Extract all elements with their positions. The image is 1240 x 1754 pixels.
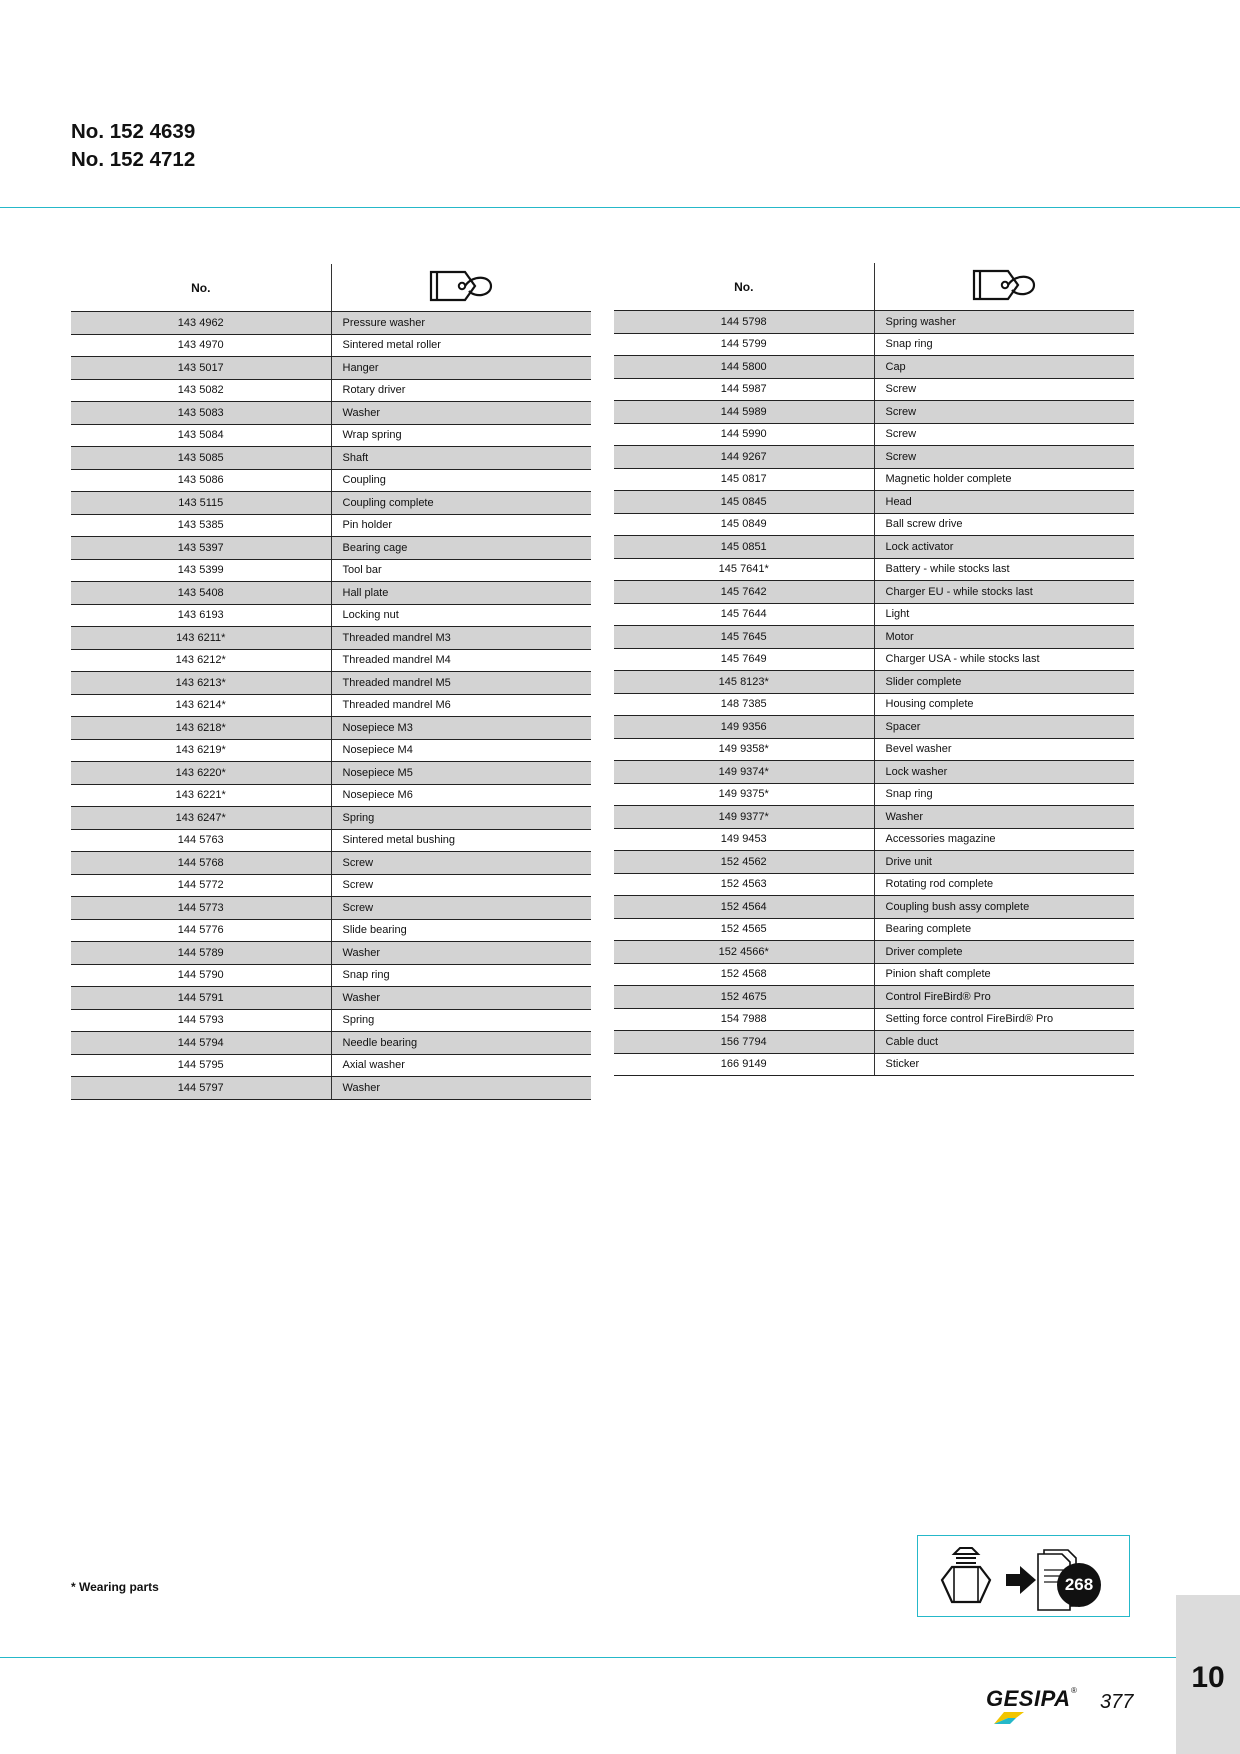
part-description: Slider complete: [874, 671, 1134, 694]
part-number: 144 9267: [614, 446, 874, 469]
part-number: 143 5017: [71, 357, 331, 380]
part-number: 156 7794: [614, 1031, 874, 1054]
chapter-number: 10: [1191, 1661, 1225, 1694]
table-header-row: [614, 263, 1134, 311]
table-row: [71, 829, 591, 852]
part-number: 144 5990: [614, 423, 874, 446]
part-description: Snap ring: [874, 783, 1134, 806]
table-row: [614, 986, 1134, 1009]
header-divider: [0, 207, 1240, 208]
part-description: Threaded mandrel M4: [331, 649, 591, 672]
part-description: Spring: [331, 1009, 591, 1032]
part-description: Axial washer: [331, 1054, 591, 1077]
part-description: Nosepiece M4: [331, 739, 591, 762]
part-description: Sintered metal roller: [331, 334, 591, 357]
part-number: 143 5086: [71, 469, 331, 492]
part-description: Magnetic holder complete: [874, 468, 1134, 491]
part-description: Setting force control FireBird® Pro: [874, 1008, 1134, 1031]
table-row: [614, 603, 1134, 626]
table-row: [614, 626, 1134, 649]
part-number: 143 6193: [71, 604, 331, 627]
table-row: [614, 378, 1134, 401]
part-description: Screw: [331, 852, 591, 875]
part-number: 145 0817: [614, 468, 874, 491]
part-number: 152 4564: [614, 896, 874, 919]
part-description: Battery - while stocks last: [874, 558, 1134, 581]
table-row: [614, 446, 1134, 469]
part-number: 143 5084: [71, 424, 331, 447]
column-header-description: [874, 263, 1134, 311]
table-row: [614, 401, 1134, 424]
part-description: Snap ring: [331, 964, 591, 987]
table-row: [71, 649, 591, 672]
part-description: Coupling: [331, 469, 591, 492]
table-row: [71, 604, 591, 627]
footer-divider: [0, 1657, 1176, 1658]
part-number: 144 5776: [71, 919, 331, 942]
part-description: Coupling complete: [331, 492, 591, 515]
part-number: 144 5794: [71, 1032, 331, 1055]
part-description: Spacer: [874, 716, 1134, 739]
part-number: 145 0849: [614, 513, 874, 536]
table-row: [614, 1008, 1134, 1031]
table-row: [614, 1053, 1134, 1076]
part-number: 144 5987: [614, 378, 874, 401]
part-number: 149 9377*: [614, 806, 874, 829]
table-row: [614, 311, 1134, 334]
table-row: [71, 627, 591, 650]
part-description: Screw: [874, 446, 1134, 469]
part-description: Screw: [874, 423, 1134, 446]
table-row: [71, 874, 591, 897]
part-description: Screw: [331, 897, 591, 920]
part-description: Coupling bush assy complete: [874, 896, 1134, 919]
part-number: 152 4563: [614, 873, 874, 896]
table-row: [71, 492, 591, 515]
part-number: 145 7649: [614, 648, 874, 671]
table-row: [71, 559, 591, 582]
table-row: [614, 828, 1134, 851]
part-number: 143 6211*: [71, 627, 331, 650]
table-row: [614, 491, 1134, 514]
table-row: [71, 807, 591, 830]
part-description: Bearing cage: [331, 537, 591, 560]
table-row: [71, 919, 591, 942]
table-row: [614, 1031, 1134, 1054]
part-number: 143 5083: [71, 402, 331, 425]
table-row: [614, 851, 1134, 874]
page-number: 377: [1100, 1691, 1134, 1713]
part-number: 143 6220*: [71, 762, 331, 785]
table-row: [614, 356, 1134, 379]
part-description: Charger USA - while stocks last: [874, 648, 1134, 671]
parts-table-left: [71, 264, 591, 1100]
part-number: 144 5772: [71, 874, 331, 897]
part-number: 143 5115: [71, 492, 331, 515]
table-row: [614, 761, 1134, 784]
part-number: 152 4675: [614, 986, 874, 1009]
part-number: 145 8123*: [614, 671, 874, 694]
part-number: 143 6218*: [71, 717, 331, 740]
part-description: Cable duct: [874, 1031, 1134, 1054]
table-row: [614, 738, 1134, 761]
part-number: 143 5408: [71, 582, 331, 605]
price-tag-icon: [429, 270, 493, 305]
part-description: Needle bearing: [331, 1032, 591, 1055]
part-number: 144 5798: [614, 311, 874, 334]
logo-swoosh-icon: [994, 1712, 1024, 1724]
part-number: 149 9358*: [614, 738, 874, 761]
parts-table-right: [614, 263, 1134, 1076]
part-description: Rotary driver: [331, 379, 591, 402]
part-description: Spring: [331, 807, 591, 830]
part-number: 143 5399: [71, 559, 331, 582]
table-row: [614, 581, 1134, 604]
table-row: [614, 536, 1134, 559]
table-row: [614, 716, 1134, 739]
part-number: 149 9375*: [614, 783, 874, 806]
table-row: [614, 783, 1134, 806]
part-number: 143 4970: [71, 334, 331, 357]
part-number: 143 6213*: [71, 672, 331, 695]
page-ref-number[interactable]: 268: [1064, 1575, 1094, 1594]
part-number: 143 6221*: [71, 784, 331, 807]
part-description: Bevel washer: [874, 738, 1134, 761]
part-description: Shaft: [331, 447, 591, 470]
table-row: [71, 1009, 591, 1032]
logo-registered-mark: ®: [1071, 1686, 1077, 1695]
table-row: [71, 447, 591, 470]
part-description: Tool bar: [331, 559, 591, 582]
table-row: [71, 424, 591, 447]
part-number: 143 6214*: [71, 694, 331, 717]
part-description: Washer: [331, 1077, 591, 1100]
part-description: Threaded mandrel M6: [331, 694, 591, 717]
part-number: 143 5082: [71, 379, 331, 402]
column-header-description: [331, 264, 591, 312]
table-row: [614, 333, 1134, 356]
part-number: 149 9356: [614, 716, 874, 739]
part-description: Motor: [874, 626, 1134, 649]
part-number: 144 5793: [71, 1009, 331, 1032]
part-number: 144 5989: [614, 401, 874, 424]
part-description: Washer: [331, 402, 591, 425]
part-number: 148 7385: [614, 693, 874, 716]
part-number: 149 9453: [614, 828, 874, 851]
table-header-row: [71, 264, 591, 312]
part-description: Bearing complete: [874, 918, 1134, 941]
part-description: Hanger: [331, 357, 591, 380]
part-description: Accessories magazine: [874, 828, 1134, 851]
part-number: 144 5799: [614, 333, 874, 356]
table-row: [71, 852, 591, 875]
part-description: Driver complete: [874, 941, 1134, 964]
part-number: 145 7645: [614, 626, 874, 649]
table-row: [614, 873, 1134, 896]
part-description: Nosepiece M3: [331, 717, 591, 740]
table-row: [614, 941, 1134, 964]
table-row: [614, 963, 1134, 986]
table-row: [71, 514, 591, 537]
table-row: [71, 582, 591, 605]
part-description: Rotating rod complete: [874, 873, 1134, 896]
header-line-2: No. 152 4712: [71, 148, 196, 171]
part-number: 144 5768: [71, 852, 331, 875]
part-description: Light: [874, 603, 1134, 626]
part-description: Lock washer: [874, 761, 1134, 784]
table-row: [614, 648, 1134, 671]
part-description: Housing complete: [874, 693, 1134, 716]
table-row: [614, 918, 1134, 941]
table-row: [614, 806, 1134, 829]
part-number: 143 6247*: [71, 807, 331, 830]
part-description: Control FireBird® Pro: [874, 986, 1134, 1009]
table-row: [71, 762, 591, 785]
part-description: Snap ring: [874, 333, 1134, 356]
part-description: Head: [874, 491, 1134, 514]
part-description: Cap: [874, 356, 1134, 379]
nut-icon: [942, 1548, 990, 1602]
part-description: Washer: [331, 987, 591, 1010]
table-row: [71, 402, 591, 425]
table-row: [71, 312, 591, 335]
table-row: [614, 423, 1134, 446]
part-description: Hall plate: [331, 582, 591, 605]
part-description: Lock activator: [874, 536, 1134, 559]
table-row: [71, 357, 591, 380]
table-row: [71, 987, 591, 1010]
table-row: [71, 964, 591, 987]
part-number: 145 7641*: [614, 558, 874, 581]
part-number: 145 7642: [614, 581, 874, 604]
part-description: Threaded mandrel M5: [331, 672, 591, 695]
part-description: Locking nut: [331, 604, 591, 627]
part-number: 144 5795: [71, 1054, 331, 1077]
part-number: 143 5385: [71, 514, 331, 537]
table-row: [71, 784, 591, 807]
part-number: 152 4562: [614, 851, 874, 874]
table-row: [71, 717, 591, 740]
table-row: [71, 1077, 591, 1100]
part-description: Charger EU - while stocks last: [874, 581, 1134, 604]
table-row: [71, 739, 591, 762]
header-line-1: No. 152 4639: [71, 120, 196, 143]
table-row: [614, 468, 1134, 491]
part-description: Spring washer: [874, 311, 1134, 334]
part-description: Threaded mandrel M3: [331, 627, 591, 650]
arrow-right-icon: [1006, 1566, 1036, 1594]
part-number: 144 5790: [71, 964, 331, 987]
part-description: Washer: [874, 806, 1134, 829]
part-description: Ball screw drive: [874, 513, 1134, 536]
part-number: 143 5085: [71, 447, 331, 470]
logo-wordmark: GESIPA: [986, 1686, 1071, 1711]
part-number: 166 9149: [614, 1053, 874, 1076]
part-number: 144 5789: [71, 942, 331, 965]
part-description: Drive unit: [874, 851, 1134, 874]
part-description: Pinion shaft complete: [874, 963, 1134, 986]
table-row: [71, 469, 591, 492]
part-number: 149 9374*: [614, 761, 874, 784]
table-row: [71, 897, 591, 920]
part-number: 143 6219*: [71, 739, 331, 762]
table-row: [71, 379, 591, 402]
part-description: Pin holder: [331, 514, 591, 537]
part-number: 152 4568: [614, 963, 874, 986]
table-row: [71, 1032, 591, 1055]
part-description: Wrap spring: [331, 424, 591, 447]
table-row: [614, 671, 1134, 694]
part-number: 154 7988: [614, 1008, 874, 1031]
table-row: [71, 942, 591, 965]
part-number: 143 4962: [71, 312, 331, 335]
part-number: 152 4565: [614, 918, 874, 941]
part-number: 144 5763: [71, 829, 331, 852]
part-number: 144 5800: [614, 356, 874, 379]
part-description: Screw: [874, 378, 1134, 401]
part-description: Sticker: [874, 1053, 1134, 1076]
part-number: 144 5797: [71, 1077, 331, 1100]
table-row: [614, 513, 1134, 536]
part-number: 143 5397: [71, 537, 331, 560]
part-number: 145 0845: [614, 491, 874, 514]
column-header-no: No.: [71, 264, 331, 312]
part-description: Pressure washer: [331, 312, 591, 335]
table-row: [71, 694, 591, 717]
part-number: 144 5773: [71, 897, 331, 920]
reference-box: [917, 1535, 1130, 1617]
part-number: 144 5791: [71, 987, 331, 1010]
table-row: [614, 693, 1134, 716]
part-description: Nosepiece M5: [331, 762, 591, 785]
table-row: [71, 537, 591, 560]
page-header: [71, 118, 195, 174]
part-description: Screw: [331, 874, 591, 897]
part-description: Nosepiece M6: [331, 784, 591, 807]
column-header-no: No.: [614, 263, 874, 311]
chapter-tab: [1176, 1595, 1240, 1754]
part-description: Washer: [331, 942, 591, 965]
table-row: [71, 672, 591, 695]
part-description: Screw: [874, 401, 1134, 424]
part-number: 145 0851: [614, 536, 874, 559]
part-description: Slide bearing: [331, 919, 591, 942]
table-row: [71, 334, 591, 357]
table-row: [614, 558, 1134, 581]
part-number: 143 6212*: [71, 649, 331, 672]
part-description: Sintered metal bushing: [331, 829, 591, 852]
price-tag-icon: [972, 269, 1036, 304]
wearing-parts-footnote: * Wearing parts: [71, 1580, 159, 1594]
part-number: 145 7644: [614, 603, 874, 626]
table-row: [71, 1054, 591, 1077]
table-row: [614, 896, 1134, 919]
part-number: 152 4566*: [614, 941, 874, 964]
